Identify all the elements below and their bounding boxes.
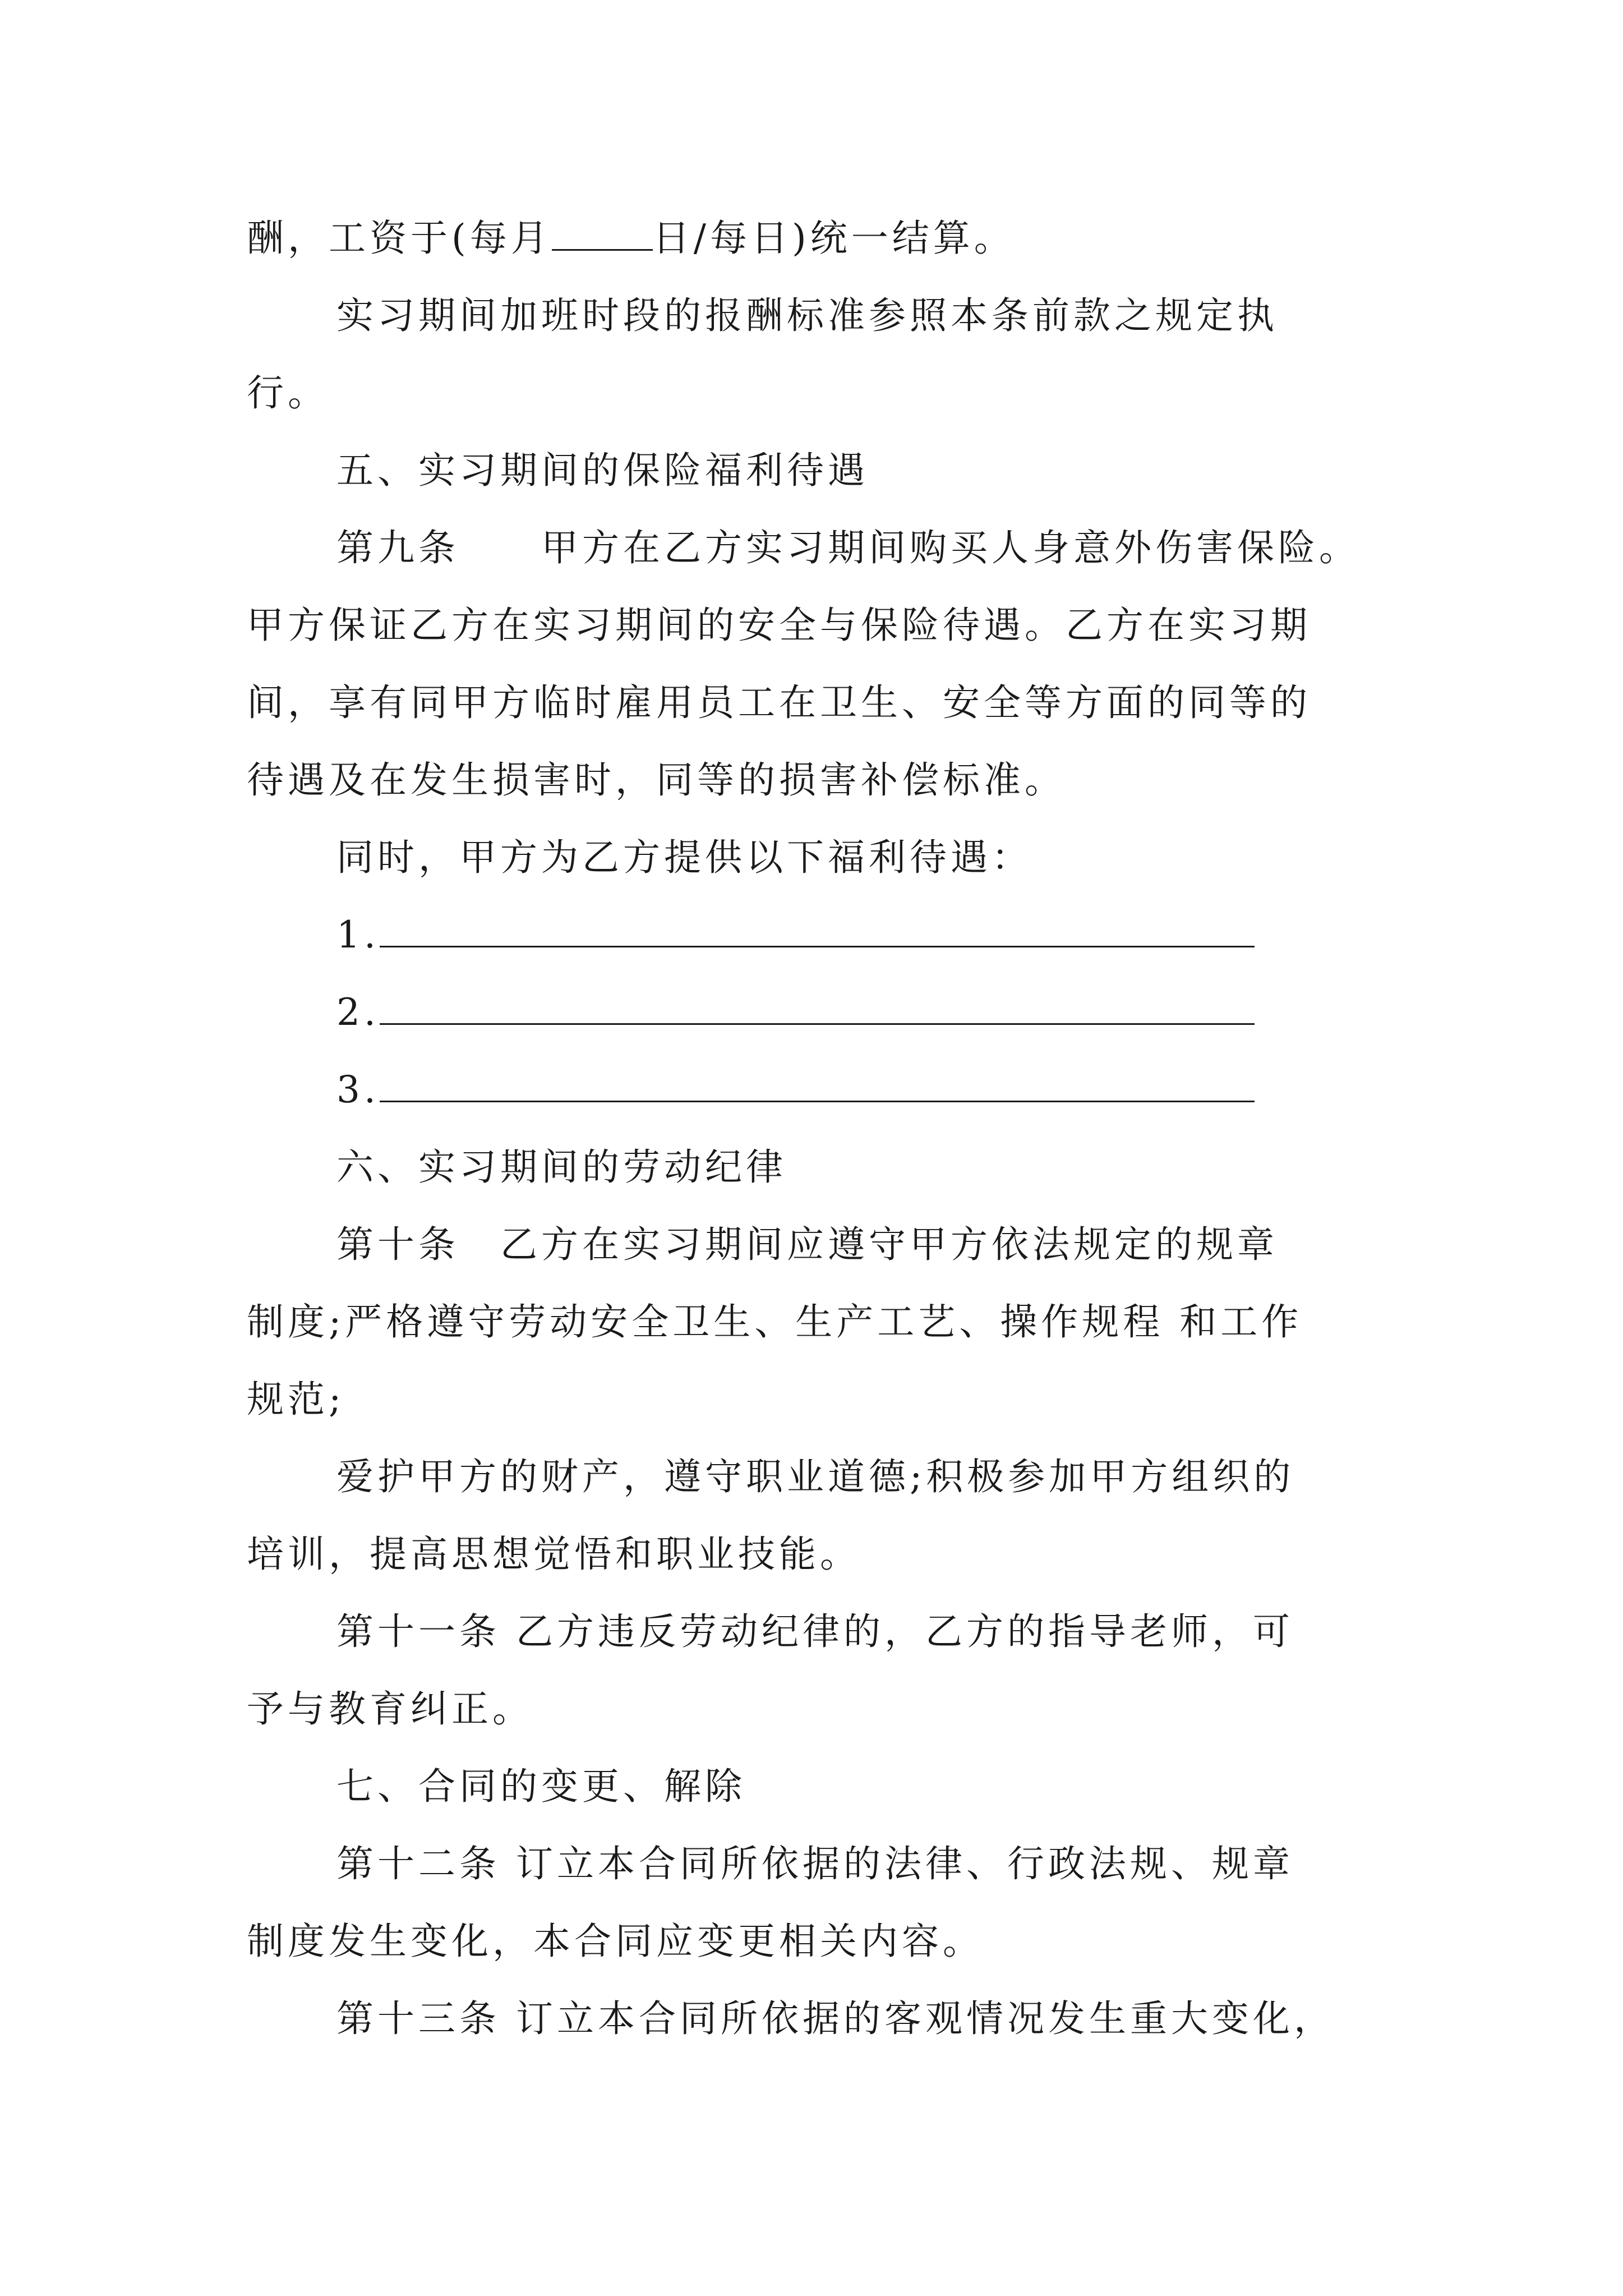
welfare-item-blank xyxy=(380,1067,1255,1102)
article-9-line-3: 间，享有同甲方临时雇用员工在卫生、安全等方面的同等的 xyxy=(247,681,1311,724)
salary-settlement-text-start: 酬，工资于(每月 xyxy=(247,217,552,260)
section-heading-insurance: 五、实习期间的保险福利待遇 xyxy=(336,449,869,492)
article-11-line-1: 第十一条 乙方违反劳动纪律的，乙方的指导老师，可 xyxy=(336,1610,1294,1653)
article-9-line-2: 甲方保证乙方在实习期间的安全与保险待遇。乙方在实习期 xyxy=(247,604,1311,647)
article-9-line-1: 第九条 甲方在乙方实习期间购买人身意外伤害保险。 xyxy=(336,526,1360,569)
welfare-item-number: 3. xyxy=(336,1068,380,1111)
article-12-line-2: 制度发生变化，本合同应变更相关内容。 xyxy=(247,1920,984,1963)
welfare-item-1 xyxy=(336,910,1255,960)
settlement-day-blank xyxy=(552,215,653,251)
article-9-line-4: 待遇及在发生损害时，同等的损害补偿标准。 xyxy=(247,758,1066,802)
article-10-line-3: 规范; xyxy=(247,1378,345,1421)
welfare-item-3 xyxy=(336,1065,1255,1115)
article-10-line-1: 第十条 乙方在实习期间应遵守甲方依法规定的规章 xyxy=(336,1223,1278,1266)
welfare-item-number: 2. xyxy=(336,991,380,1034)
welfare-item-number: 1. xyxy=(336,913,380,956)
welfare-item-blank xyxy=(380,912,1255,947)
welfare-item-2 xyxy=(336,987,1255,1038)
section-heading-discipline: 六、实习期间的劳动纪律 xyxy=(336,1145,787,1189)
salary-settlement-line xyxy=(247,213,1015,264)
article-12-line-1: 第十二条 订立本合同所依据的法律、行政法规、规章 xyxy=(336,1842,1294,1885)
salary-settlement-text-end: 日/每日)统一结算。 xyxy=(652,217,1015,260)
article-10-line-2: 制度;严格遵守劳动安全卫生、生产工艺、操作规程 和工作 xyxy=(247,1300,1303,1343)
overtime-pay-line-1: 实习期间加班时段的报酬标准参照本条前款之规定执 xyxy=(336,294,1278,337)
welfare-item-blank xyxy=(380,990,1255,1025)
property-ethics-line-2: 培训，提高思想觉悟和职业技能。 xyxy=(247,1533,861,1576)
property-ethics-line-1: 爱护甲方的财产，遵守职业道德;积极参加甲方组织的 xyxy=(336,1455,1295,1498)
overtime-pay-line-2: 行。 xyxy=(247,371,329,415)
welfare-intro: 同时，甲方为乙方提供以下福利待遇： xyxy=(336,836,1032,879)
article-11-line-2: 予与教育纠正。 xyxy=(247,1687,533,1731)
article-13-line-1: 第十三条 订立本合同所依据的客观情况发生重大变化， xyxy=(336,1997,1335,2040)
section-heading-contract-change: 七、合同的变更、解除 xyxy=(336,1765,746,1808)
